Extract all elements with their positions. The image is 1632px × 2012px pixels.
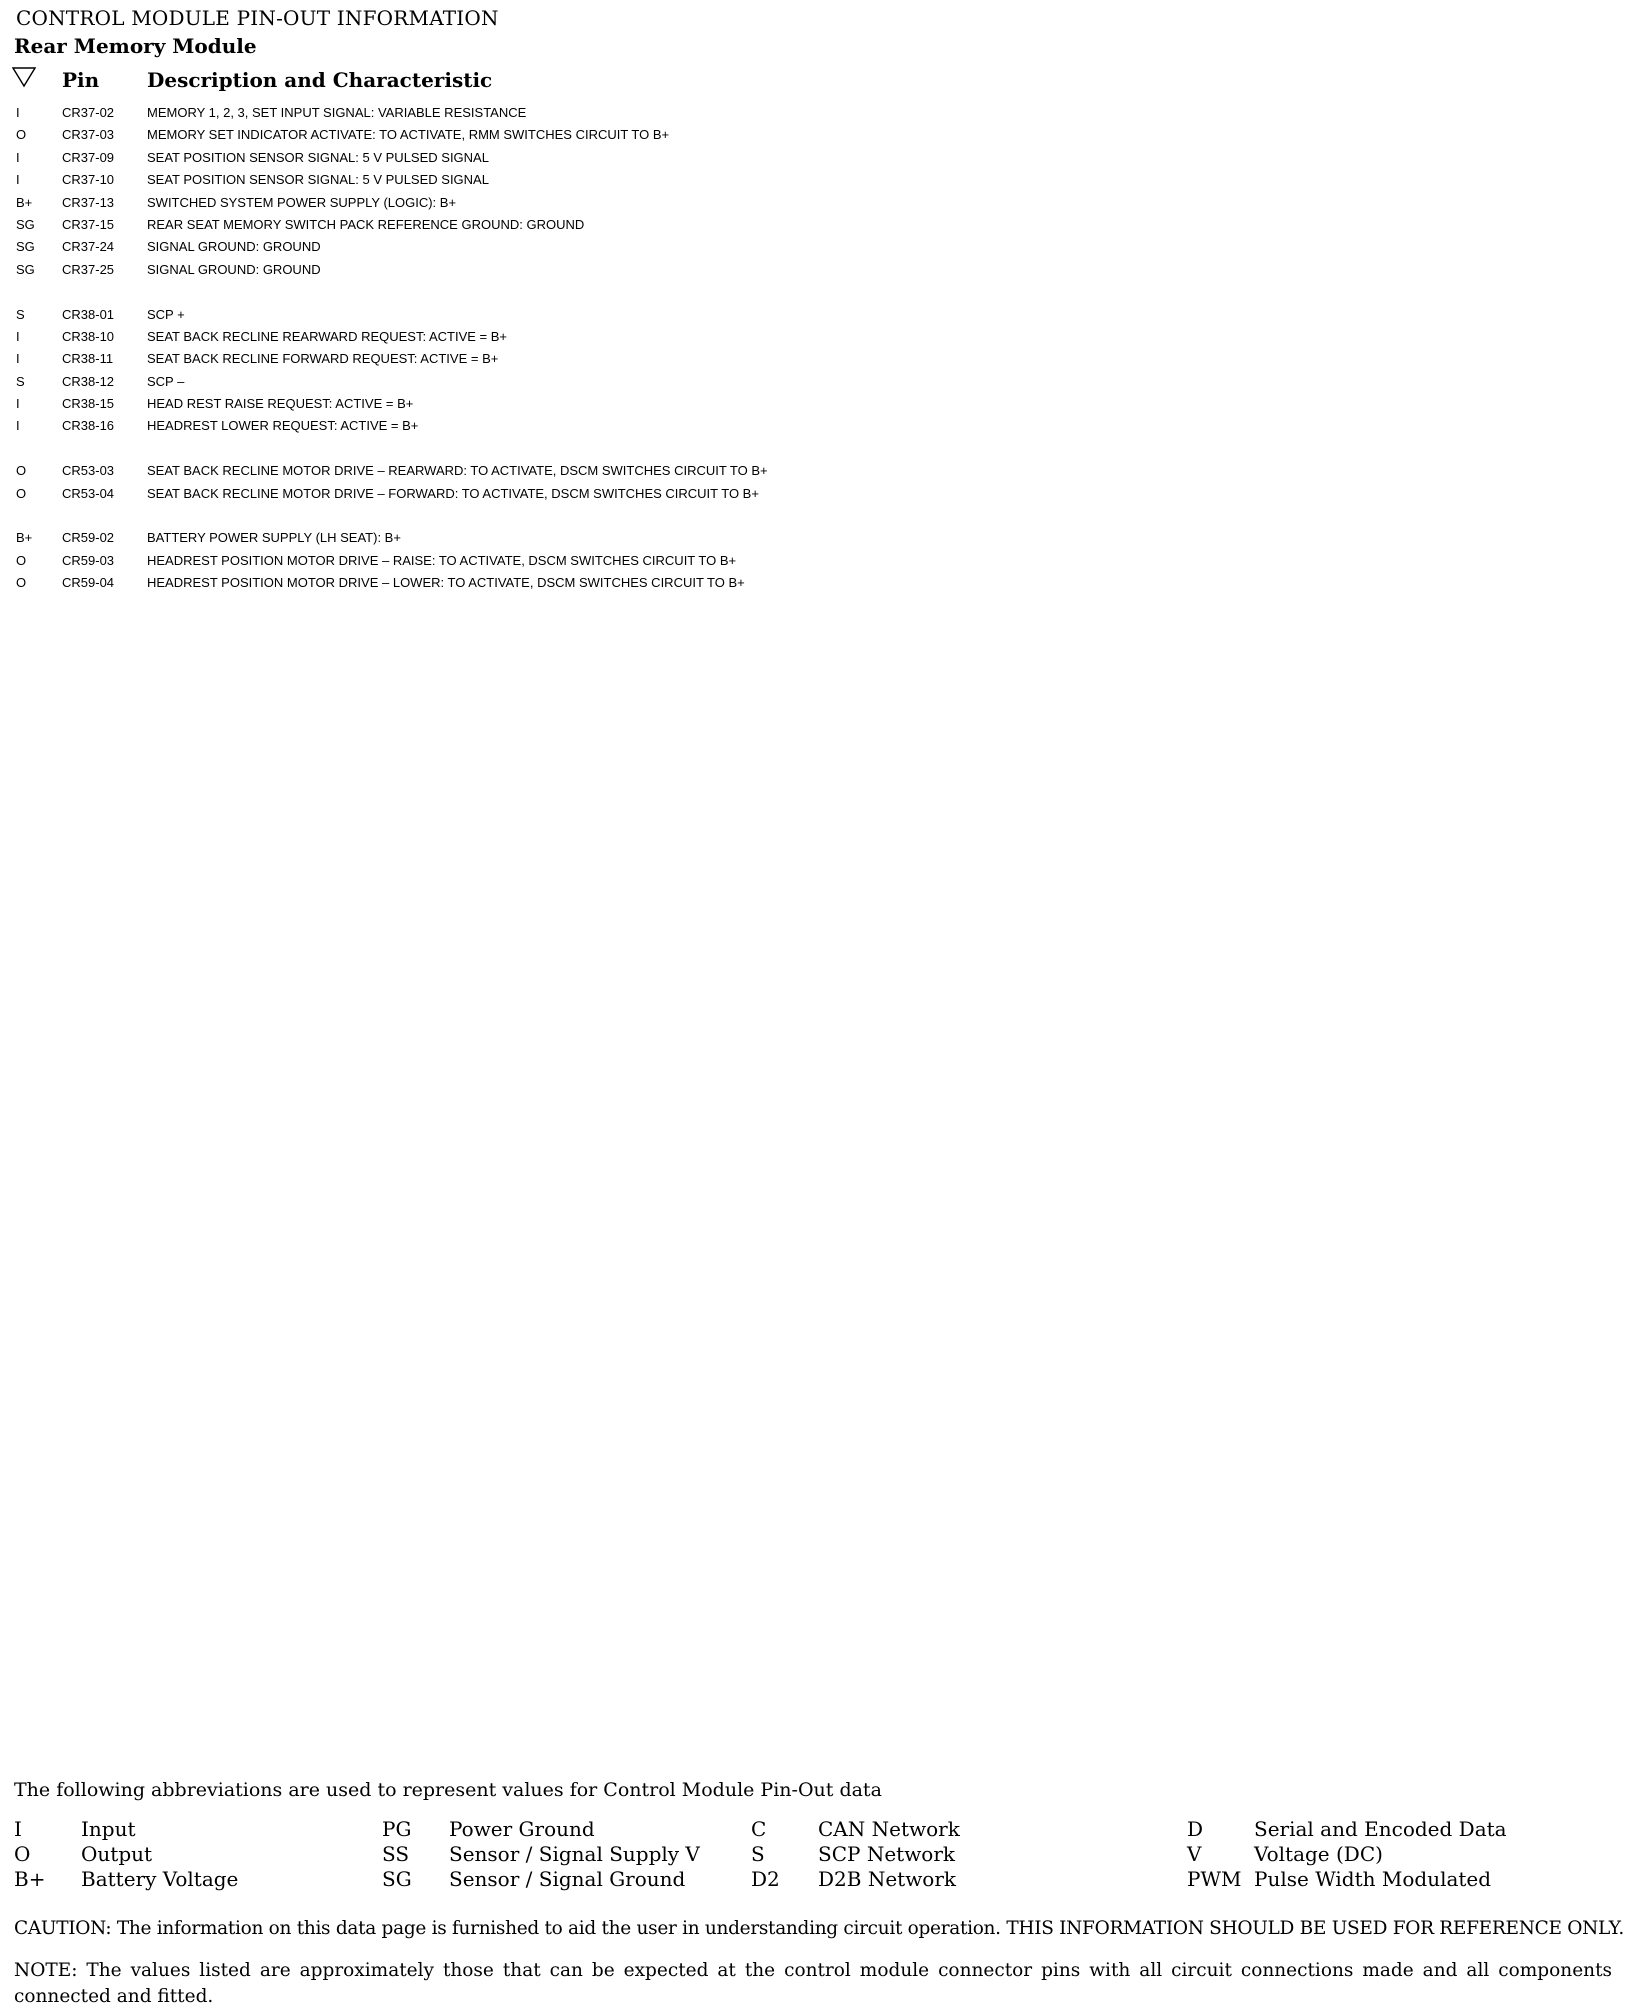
- pin-type: I: [16, 328, 20, 344]
- pin-row: [0, 415, 1632, 437]
- abbreviation-label: Serial and Encoded Data: [1254, 1817, 1507, 1841]
- pin-type: B+: [16, 194, 33, 210]
- abbreviation-entry: [14, 1842, 434, 1867]
- pin-row: [0, 393, 1632, 415]
- abbreviation-code: C: [751, 1817, 767, 1841]
- abbreviation-code: D2: [751, 1867, 780, 1891]
- pin-row: [0, 483, 1632, 505]
- pin-type: I: [16, 149, 20, 165]
- abbreviation-code: I: [14, 1817, 22, 1841]
- pin-description: MEMORY SET INDICATOR ACTIVATE: TO ACTIVATE, RMM SWITCHES CIRCUIT TO B+: [147, 127, 670, 143]
- module-name: Rear Memory Module: [14, 34, 257, 58]
- pin-type: O: [16, 575, 27, 591]
- pinout-table: [0, 102, 1632, 595]
- pin-type: S: [16, 306, 25, 322]
- pin-description: HEADREST POSITION MOTOR DRIVE – LOWER: TO ACTIVATE, DSCM SWITCHES CIRCUIT TO B+: [147, 575, 745, 591]
- pin-description: SIGNAL GROUND: GROUND: [147, 239, 321, 255]
- pin-description: SEAT POSITION SENSOR SIGNAL: 5 V PULSED SIGNAL: [147, 149, 489, 165]
- pin-description: SWITCHED SYSTEM POWER SUPPLY (LOGIC): B+: [147, 194, 457, 210]
- group-spacer: [0, 281, 1632, 303]
- abbreviations-intro: The following abbreviations are used to represent values for Control Module Pin-Out data: [14, 1779, 882, 1801]
- pin-description: SEAT BACK RECLINE MOTOR DRIVE – FORWARD: TO ACTIVATE, DSCM SWITCHES CIRCUIT TO B+: [147, 485, 759, 501]
- pin-description: SEAT POSITION SENSOR SIGNAL: 5 V PULSED SIGNAL: [147, 172, 489, 188]
- abbreviation-entry: [751, 1867, 1171, 1892]
- pin-id: CR38-01: [62, 306, 115, 322]
- pin-id: CR38-10: [62, 328, 115, 344]
- description-column-header: Description and Characteristic: [147, 68, 493, 92]
- pin-description: BATTERY POWER SUPPLY (LH SEAT): B+: [147, 530, 401, 546]
- pin-type: O: [16, 485, 27, 501]
- abbreviation-label: Voltage (DC): [1254, 1842, 1383, 1866]
- pin-id: CR38-11: [62, 351, 114, 367]
- pin-type: SG: [16, 261, 35, 277]
- pin-description: HEADREST POSITION MOTOR DRIVE – RAISE: TO ACTIVATE, DSCM SWITCHES CIRCUIT TO B+: [147, 552, 737, 568]
- pin-id: CR37-24: [62, 239, 115, 255]
- pin-row: [0, 147, 1632, 169]
- pin-description: SIGNAL GROUND: GROUND: [147, 261, 321, 277]
- abbreviation-label: Output: [81, 1842, 153, 1866]
- pin-id: CR53-03: [62, 463, 115, 479]
- pin-type: SG: [16, 239, 35, 255]
- pin-row: [0, 236, 1632, 258]
- pin-id: CR37-02: [62, 105, 115, 120]
- abbreviation-entry: [751, 1817, 1171, 1842]
- abbreviation-label: Sensor / Signal Supply V: [449, 1842, 700, 1866]
- pin-type: I: [16, 172, 20, 188]
- abbreviations-legend: [0, 1817, 1632, 1897]
- pin-type: I: [16, 418, 20, 434]
- pin-row: [0, 214, 1632, 236]
- pin-description: HEADREST LOWER REQUEST: ACTIVE = B+: [147, 418, 419, 434]
- abbreviation-code: O: [14, 1842, 31, 1866]
- abbreviation-entry: [1187, 1817, 1607, 1842]
- abbreviation-entry: [382, 1817, 802, 1842]
- abbreviation-code: V: [1187, 1842, 1202, 1866]
- pin-row: [0, 348, 1632, 370]
- pin-row: [0, 304, 1632, 326]
- abbreviation-label: Power Ground: [449, 1817, 595, 1841]
- pin-id: CR38-15: [62, 396, 115, 412]
- pin-description: SCP –: [147, 373, 185, 389]
- pin-row: [0, 550, 1632, 572]
- abbreviation-code: PG: [382, 1817, 412, 1841]
- pin-description: SEAT BACK RECLINE MOTOR DRIVE – REARWARD: TO ACTIVATE, DSCM SWITCHES CIRCUIT TO B+: [147, 463, 768, 479]
- abbreviation-label: Pulse Width Modulated: [1254, 1867, 1492, 1891]
- pin-row: [0, 192, 1632, 214]
- abbreviation-code: SS: [382, 1842, 410, 1866]
- pin-type: S: [16, 373, 25, 389]
- pin-description: SCP +: [147, 306, 185, 322]
- pin-row: [0, 102, 1632, 124]
- pin-row: [0, 169, 1632, 191]
- abbreviation-code: SG: [382, 1867, 412, 1891]
- abbreviation-code: B+: [14, 1867, 46, 1891]
- pin-row: [0, 124, 1632, 146]
- abbreviation-label: SCP Network: [818, 1842, 956, 1866]
- pin-type: SG: [16, 216, 35, 232]
- pin-description: MEMORY 1, 2, 3, SET INPUT SIGNAL: VARIABLE RESISTANCE: [147, 105, 527, 120]
- pin-description: REAR SEAT MEMORY SWITCH PACK REFERENCE GROUND: GROUND: [147, 216, 585, 232]
- pin-id: CR37-09: [62, 149, 115, 165]
- abbreviation-entry: [382, 1867, 802, 1892]
- abbreviation-code: S: [751, 1842, 765, 1866]
- page-title: CONTROL MODULE PIN-OUT INFORMATION: [16, 6, 499, 30]
- pin-row: [0, 572, 1632, 594]
- pin-row: [0, 371, 1632, 393]
- pin-type: I: [16, 396, 20, 412]
- pin-id: CR59-04: [62, 575, 115, 591]
- pin-row: [0, 259, 1632, 281]
- pin-row: [0, 460, 1632, 482]
- group-spacer: [0, 505, 1632, 527]
- pin-description: HEAD REST RAISE REQUEST: ACTIVE = B+: [147, 396, 414, 412]
- type-column-triangle-icon: [12, 66, 36, 88]
- abbreviation-label: CAN Network: [818, 1817, 960, 1841]
- values-note: NOTE: The values listed are approximately those that can be expected at the control module connector pins with all circuit connections made and all components connected and fitted.: [14, 1960, 1612, 2007]
- abbreviation-label: Input: [81, 1817, 136, 1841]
- abbreviation-label: D2B Network: [818, 1867, 957, 1891]
- pin-row: [0, 527, 1632, 549]
- pin-description: SEAT BACK RECLINE FORWARD REQUEST: ACTIVE = B+: [147, 351, 499, 367]
- pin-description: SEAT BACK RECLINE REARWARD REQUEST: ACTIVE = B+: [147, 328, 508, 344]
- pin-id: CR59-02: [62, 530, 115, 546]
- pin-type: I: [16, 105, 20, 120]
- pin-type: O: [16, 552, 27, 568]
- pin-row: [0, 326, 1632, 348]
- abbreviation-entry: [14, 1867, 434, 1892]
- pin-id: CR37-25: [62, 261, 115, 277]
- pin-id: CR37-13: [62, 194, 115, 210]
- pin-type: I: [16, 351, 20, 367]
- pin-id: CR37-15: [62, 216, 115, 232]
- pin-id: CR38-16: [62, 418, 115, 434]
- abbreviation-entry: [1187, 1842, 1607, 1867]
- pin-type: B+: [16, 530, 33, 546]
- abbreviation-label: Sensor / Signal Ground: [449, 1867, 686, 1891]
- abbreviation-entry: [1187, 1867, 1607, 1892]
- pin-id: CR37-10: [62, 172, 115, 188]
- pin-id: CR53-04: [62, 485, 115, 501]
- pin-id: CR59-03: [62, 552, 115, 568]
- pin-column-header: Pin: [62, 68, 100, 92]
- pin-id: CR38-12: [62, 373, 115, 389]
- pin-id: CR37-03: [62, 127, 115, 143]
- caution-note: CAUTION: The information on this data page is furnished to aid the user in understanding circuit operation. THIS INFORMATION SHOULD BE USED FOR REFERENCE ONLY.: [14, 1918, 1624, 1939]
- pin-type: O: [16, 127, 27, 143]
- abbreviation-entry: [382, 1842, 802, 1867]
- abbreviation-entry: [751, 1842, 1171, 1867]
- abbreviation-entry: [14, 1817, 434, 1842]
- abbreviation-code: PWM: [1187, 1867, 1242, 1891]
- group-spacer: [0, 438, 1632, 460]
- abbreviation-label: Battery Voltage: [81, 1867, 239, 1891]
- abbreviation-code: D: [1187, 1817, 1204, 1841]
- pin-type: O: [16, 463, 27, 479]
